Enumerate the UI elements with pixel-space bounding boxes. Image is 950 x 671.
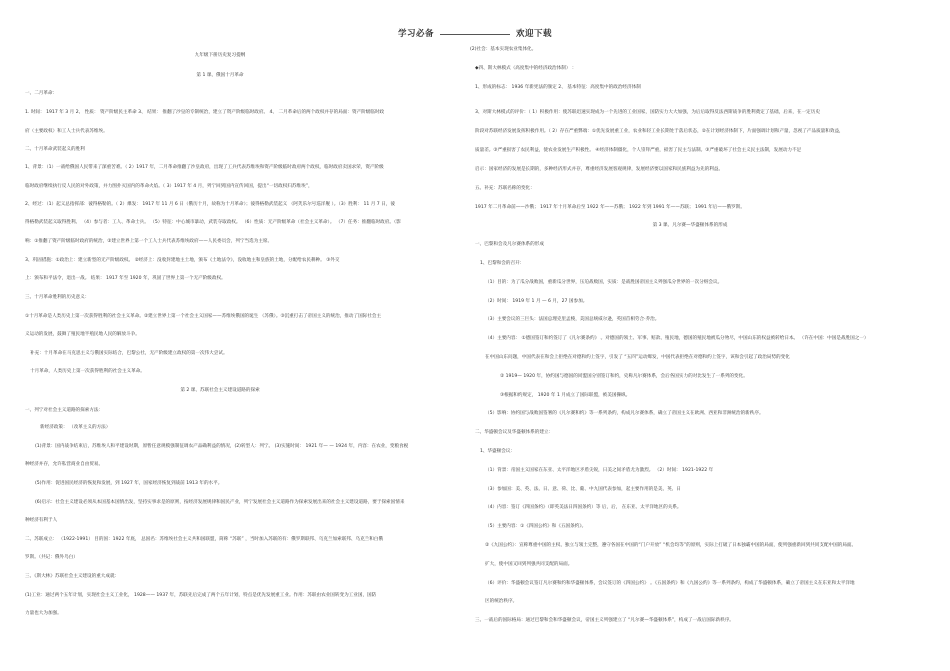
left-line-8: 2、经过：（1）起义总指挥部：彼得格勒的。（ 2）爆发： 1917 年 11 月 6 日（俄历十月，故称为十月革命）；彼得格勒武装起义 （阿芙乐尔号巡洋舰 ）。（3）胜利： 11 月 7 日，彼 (25, 202, 395, 207)
page-header (0, 27, 950, 39)
right-line-18: ③根据和约规定， 1920 年 1 月成立了国际联盟，被美国操纵。 (500, 393, 631, 398)
header-title: 学习必备 (397, 29, 434, 39)
right-line-26: ②《九国公约》：宣称尊重中国的主权、独立与领土完整，遵守各国在中国的“门户开放” “机会均等”的原则，实际上打破了日本独霸中国的局面，使列强重新回到共同支配中国的局面。 (485, 543, 857, 548)
right-line-2: 1、形成的标志： 1936 年新宪法的颁定 2、 基本特征：高度集中的政治经济体制 (475, 85, 641, 90)
right-line-15: （4）主要内容： ①德国签订和约签订了《凡尔赛条约》 。对德国的领土、军事、赔款、殖民地，德国的殖民地被瓜分殆尽，中国山东的权益被转给日本。 （许在中国：中国是战胜国之一） (485, 336, 869, 341)
left-line-22: 种经济并存，允许私营商业自由贸易。 (25, 462, 104, 467)
right-line-29: 区的统治秩序。 (485, 599, 518, 604)
right-line-30: 三、一战后的国际格局：通过巴黎和会和华盛顿会议，帝国主义列强建立了 “凡尔赛—华盛顿体系”，构成了一战后国际新秩序。 (475, 618, 734, 623)
left-line-29: (1)工业：通过两个五年计划，实现社会主义工业化， 1928—— 1937 年，苏联先后完成了两个五年计划，特点是优先发展重工业。作用：苏联由农业国转变为工业国，国防 (25, 593, 377, 598)
left-line-9: 得格勒武装起义取得胜利。 （4）参与者：工人、革命士兵。 （5）特征：中心城市暴动，武装夺取政权。 （6）性质：无产阶级革命（社会主义革命）。 （7）任务：推翻临时政府。（影 (25, 220, 401, 225)
right-line-16: 在中国山东问题，中国代表在和会上拒绝在对德和约上签字，引发了 “五四”运动爆发，中国代表拒绝在对德和约上签字，该和会引起了政治局势的变化 (485, 355, 790, 360)
right-line-3: 3、对斯大林模式的评价：（ 1）积极作用：使苏联迅速实现成为一个先进的工业国家，国防实力大大加强，为后后取得反法西斯战争的胜利奠定了基础，后来，在一定历史 (475, 110, 820, 115)
right-line-7: 五、补充：苏联名称的变化： (475, 186, 535, 191)
right-line-0: (2)社会：基本实现农业集体化。 (470, 47, 537, 52)
left-line-1: 第 1 课、俄国十月革命 (196, 73, 244, 78)
right-line-24: （4）内容：签订《四国条约》（即英美法日四国条约）等 后，后， 在东亚、太平洋地区的关系。 (485, 505, 682, 510)
right-line-25: （5）主要内容：①《四国公约》和《五国条约》。 (485, 524, 587, 529)
right-line-19: （5）影响：协约国与战败国签署的《凡尔赛和约》等一系列条约，构成凡尔赛体系，确立了帝国主义在欧洲、西亚和非洲统治的新秩序。 (485, 411, 764, 416)
right-line-17: ② 1919— 1920 年，协约国与德国的同盟国分别签订和约，史称凡尔赛体系，会后各国实力的对比发生了一系列的变化。 (500, 374, 748, 379)
right-line-12: （1）目的：为了瓜分战败国，重新瓜分世界，压迫战败国，实质：是战胜国帝国主义列强瓜分世界的一次分赃会议。 (485, 280, 723, 285)
left-line-16: 补充：十月革命在马克思主义与俄国实际结合，巴黎公社，无产阶级建立政权的第一次伟大尝试。 (30, 351, 228, 356)
right-line-13: （2）时间： 1919 年 1 月 — 6 月，27 国参加。 (485, 299, 588, 304)
left-line-24: (6)启示：社会主义建设必须从本国基本国情出发，坚持实事求是的原则，按经济发展规律和国民产业，列宁发展社会主义道路作为探索发展出来的社会主义建设道路，要于探索国情来 (35, 500, 405, 505)
left-line-17: 十月革命，人类历史上第一次获得胜利的社会主义革命。 (30, 369, 145, 374)
left-line-3: 1. 时间： 1917 年 3 月 2、 性质： 资产阶级民主革命 3、 结果： 推翻了沙皇的专制统治，建立了资产阶级临时政府。 4、 二月革命后的两个政权并存的局面：资产阶级临时政 (25, 110, 385, 115)
right-line-10: 一、巴黎和会及凡尔赛体系的形成 (475, 242, 544, 247)
left-line-7: 临时政府继续执行反人民的对外政策，并力图扑灭国内的革命火焰。（ 3）1917 年 4 月，列宁回到国内宣传回国，提出“一切政权归苏维埃”， (25, 184, 313, 189)
right-line-9: 第 3 课、凡尔赛—华盛顿体系的形成 (652, 223, 728, 228)
left-line-2: 一、二月革命： (25, 91, 58, 96)
left-line-28: 三、《斯大林》苏联社会主义建设的重大成就： (25, 574, 120, 579)
header-rule (440, 34, 510, 35)
right-line-22: （1）背景：帝国主义国家在东亚、太平洋地区矛盾尖锐，日美之间矛盾尤为激烈。 （2）时间： 1921-1922 年 (485, 468, 714, 473)
left-line-10: 响：①推翻了资产阶级临时政府的统治，②建立世界上第一个工人士兵代表苏维埃政府——人民委员会，列宁当选为主席。 (25, 239, 273, 244)
left-line-27: 罗斯。（共记：俄外乌白） (25, 555, 78, 560)
right-line-6: 启示：国家经济的发展是长期的，多种经济形式并存，尊重经济发展客观规律，发展经济要以国家和民族利益为先的利益。 (475, 167, 724, 172)
left-line-0: 九年级下册历史复习提纲 (194, 53, 246, 58)
left-line-20: 新经济政策： （改革主义的方法） (40, 425, 111, 430)
left-line-19: 一、列宁对社会主义道路的探索方法： (25, 408, 104, 413)
right-line-1: ◆四、斯大林模式（高度集中的经济政治体制） ： (475, 66, 577, 71)
left-line-30: 力量也大为加强。 (25, 611, 62, 616)
header-right: 欢迎下载 (516, 29, 553, 39)
left-line-13: 三、十月革命胜利的历史意义： (25, 295, 90, 300)
right-line-28: （6）评价：华盛顿会议签订凡尔赛和约和华盛顿体系，会议签订的《四国公约》 。《五国条约》和《九国公约》等一系列条约，构成了华盛顿体系，确立了帝国主义在东亚和太平洋地 (485, 581, 855, 586)
left-line-21: (1)背景：国内战争结束后，苏维埃人和平建设时期，原暂任意规模强制征调农产品确利益的情况，(2)转型人：列宁。 (3)实施时间： 1921 年— — 1924 年，内容：在农业，变粮食税 (35, 444, 409, 449)
left-line-26: 二、苏联成立： （1922-1991） 目的国：1922 年底， 总国名：苏维埃社会主义共和国联盟，简称 “苏联” ，当时加入苏联的有：俄罗斯联邦、乌克兰加索联邦、乌克兰和白俄 (25, 537, 384, 542)
left-line-14: ①十月革命是人类历史上第一次获得胜利的社会主义革命。②建立世界上第一个社会主义国家——苏维埃俄国的诞生 （苏俄）。③沉重打击了帝国主义的统治，推动了国际社会主 (25, 314, 382, 319)
right-line-5: 质量差。③严重损害了农民利益，使农业发展生产积极性。 ④经济体制僵化，个人崇拜严重，损害了民主与法制。③严重破坏了社会主义民主法制，发展动力不足 (475, 148, 802, 153)
right-line-14: （3）主要会议的三巨头：法国总理克里孟梭，美国总统威尔逊，英国首相劳合·乔治。 (485, 317, 660, 322)
left-line-11: 3、巩固措施：①政治上：建立新型的无产阶级政权。 ②经济上：没收封建地主土地，颁布《土地法令》，没收地主和皇族的土地，分配给农民耕种。 ③外交 (25, 258, 340, 263)
right-line-8: 1917 年二月革命前——沙俄； 1917 年十月革命后至 1922 年——苏俄； 1922 年到 1991 年——苏联； 1991 年后——俄罗斯。 (475, 205, 745, 210)
left-line-25: 种经济有利于人 (25, 518, 58, 523)
left-line-6: 1、背景：（1）一战给俄国人民带来了深重苦难。（ 2）1917 年，二月革命推翻了沙皇政府，出现了工兵代表苏维埃和资产阶级临时政府两个政权，临时政府卖国求荣，资产阶级 (25, 165, 384, 170)
left-line-18: 第 2 课、苏联社会主义建设道路的探索 (180, 388, 260, 393)
right-line-27: 扩大，使中国又回到列强共同支配的局面。 (485, 562, 573, 567)
right-line-4: 阶段对苏联经济发展发挥积极作用。（ 2）存在严重弊端：①优先发展重工业，农业和轻工业长期处于落后状态，②在计划经济体制下，片面强调计划和产量，忽视了产品质量和效益， (475, 129, 844, 134)
left-line-12: 上：颁布和平法令，退出一战。 结果： 1917 年至 1920 年，巩固了世界上第一个无产阶级政权。 (25, 276, 226, 281)
left-line-5: 二、十月革命武装起义的胜利 (25, 147, 85, 152)
right-line-23: （3）参加国：美、英、法、日、意、荷、比、葡、中九国代表参加，起主要作用的是美、英、日 (485, 487, 681, 492)
left-line-15: 义运动的发展，鼓舞了殖民地半殖民地人民的解放斗争。 (25, 332, 140, 337)
right-line-21: 1、华盛顿会议： (480, 449, 516, 454)
right-line-11: 1、巴黎和会的召开： (480, 261, 525, 266)
left-line-4: 府（主要政权）和工人士兵代表苏维埃。 (25, 129, 108, 134)
right-line-20: 二、华盛顿会议及华盛顿体系的建立： (475, 430, 554, 435)
left-line-23: (5)作用：促进国民经济的恢复和发展，到 1927 年，国家经济恢复到战前 1913 年的水平。 (35, 481, 223, 486)
